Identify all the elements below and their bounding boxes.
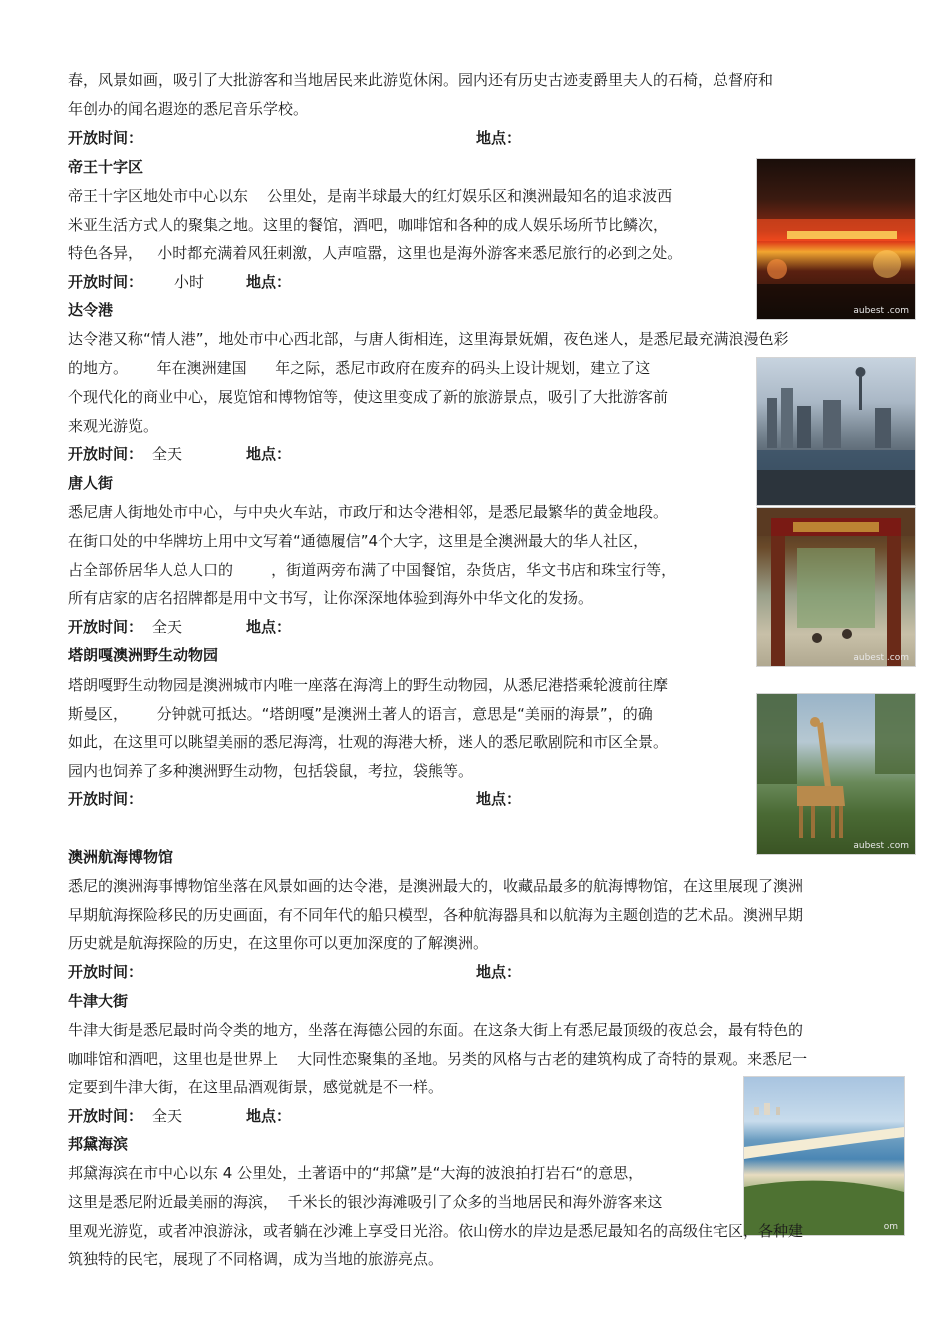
oxford-street-text-3: 定要到牛津大街，在这里品酒观街景，感觉就是不一样。 [68,1078,444,1096]
location-label: 地点： [476,963,522,981]
darling-harbour-text-1: 达令港又称“情人港”，地处市中心西北部，与唐人街相连，这里海景妩媚，夜色迷人，是悉尼最充满浪漫色彩 [68,330,789,348]
photo-watermark: aubest .com [853,306,909,316]
chinatown-text-1: 悉尼唐人街地处市中心，与中央火车站，市政厅和达令港相邻，是悉尼最繁华的黄金地段。 [68,503,669,521]
location-label: 地点： [246,445,292,463]
chinatown-text-2: 在街口处的中华牌坊上用中文写着“通德履信”4个大字，这里是全澳洲最大的华人社区， [68,532,649,550]
hours-label: 开放时间： [68,445,144,463]
section-title-darling-harbour: 达令港 [68,301,114,319]
photo-watermark: aubest .com [853,653,909,663]
section-title-maritime-museum: 澳洲航海博物馆 [68,848,174,866]
location-label: 地点： [476,129,522,147]
hours-label: 开放时间： [68,963,144,981]
hours-label: 开放时间： [68,618,144,636]
hours-value: 全天 [152,618,183,636]
section-title-oxford-street: 牛津大街 [68,992,129,1010]
taronga-zoo-text-4: 园内也饲养了多种澳洲野生动物，包括袋鼠，考拉，袋熊等。 [68,762,474,780]
chinatown-text-4: 所有店家的店名招牌都是用中文书写，让你深深地体验到海外中华文化的发扬。 [68,589,594,607]
darling-harbour-text-3: 个现代化的商业中心，展览馆和博物馆等，使这里变成了新的旅游景点，吸引了大批游客前 [68,388,669,406]
hours-label: 开放时间： [68,790,144,808]
bondi-beach-photo [743,1076,905,1236]
kings-cross-text-2: 米亚生活方式人的聚集之地。这里的餐馆，酒吧，咖啡馆和各种的成人娱乐场所节比鳞次， [68,216,669,234]
oxford-street-text-2: 咖啡馆和酒吧，这里也是世界上 大同性恋聚集的圣地。另类的风格与古老的建筑构成了奇特的景观。来悉尼一 [68,1050,808,1068]
intro-line-2: 年创办的闻名遐迩的悉尼音乐学校。 [68,100,309,118]
location-label: 地点： [246,1107,292,1125]
photo-watermark: om [883,1222,898,1232]
oxford-street-text-1: 牛津大街是悉尼最时尚令类的地方，坐落在海德公园的东面。在这条大街上有悉尼最顶级的夜总会，最有特色的 [68,1021,804,1039]
taronga-zoo-text-1: 塔朗嘎野生动物园是澳洲城市内唯一座落在海湾上的野生动物园，从悉尼港搭乘轮渡前往摩 [68,676,669,694]
maritime-museum-text-3: 历史就是航海探险的历史，在这里你可以更加深度的了解澳洲。 [68,934,489,952]
darling-harbour-city-photo [756,357,916,506]
location-label: 地点： [246,618,292,636]
darling-harbour-text-2: 的地方。 年在澳洲建国 年之际，悉尼市政府在废弃的码头上设计规划，建立了这 [68,359,651,377]
maritime-museum-text-2: 早期航海探险移民的历史画面，有不同年代的船只模型，各种航海器具和以航海为主题创造的艺术品。澳洲早期 [68,906,804,924]
section-title-taronga-zoo: 塔朗嘎澳洲野生动物园 [68,646,219,664]
hours-value: 小时 [174,273,205,291]
intro-line-1: 春，风景如画，吸引了大批游客和当地居民来此游览休闲。园内还有历史古迹麦爵里夫人的石椅，总督府和 [68,71,774,89]
chinatown-text-3: 占全部侨居华人总人口的 ，街道两旁布满了中国餐馆，杂货店，华文书店和珠宝行等， [68,561,677,579]
maritime-museum-text-1: 悉尼的澳洲海事博物馆坐落在风景如画的达令港，是澳洲最大的，收藏品最多的航海博物馆，在这里展现了澳洲 [68,877,804,895]
hours-label: 开放时间： [68,129,144,147]
taronga-zoo-text-3: 如此，在这里可以眺望美丽的悉尼海湾，壮观的海港大桥，迷人的悉尼歌剧院和市区全景。 [68,733,669,751]
darling-harbour-text-4: 来观光游览。 [68,417,159,435]
hours-label: 开放时间： [68,1107,144,1125]
bondi-beach-text-1: 邦黛海滨在市中心以东 4 公里处，土著语中的“邦黛”是“大海的波浪拍打岩石“的意思， [68,1164,644,1182]
hours-value: 全天 [152,1107,183,1125]
hours-value: 全天 [152,445,183,463]
section-title-bondi-beach: 邦黛海滨 [68,1135,129,1153]
kings-cross-text-1: 帝王十字区地处市中心以东 公里处，是南半球最大的红灯娱乐区和澳洲最知名的追求波西 [68,187,673,205]
hours-label: 开放时间： [68,273,144,291]
taronga-zoo-text-2: 斯曼区， 分钟就可抵达。“塔朗嘎”是澳洲土著人的语言，意思是“美丽的海景”，的确 [68,705,653,723]
kings-cross-text-3: 特色各异， 小时都充满着风狂刺激，人声喧嚣，这里也是海外游客来悉尼旅行的必到之处。 [68,244,683,262]
kings-cross-night-photo [756,158,916,320]
bondi-beach-text-3: 里观光游览，或者冲浪游泳，或者躺在沙滩上享受日光浴。依山傍水的岸边是悉尼最知名的高级住宅区，各种建 [68,1222,804,1240]
section-title-kings-cross: 帝王十字区 [68,158,144,176]
bondi-beach-text-2: 这里是悉尼附近最美丽的海滨， 千米长的银沙海滩吸引了众多的当地居民和海外游客来这 [68,1193,663,1211]
chinatown-gate-photo [756,507,916,667]
giraffe-photo [756,693,916,855]
section-title-chinatown: 唐人街 [68,474,114,492]
location-label: 地点： [246,273,292,291]
photo-watermark: aubest .com [853,841,909,851]
bondi-beach-text-4: 筑独特的民宅，展现了不同格调，成为当地的旅游亮点。 [68,1250,444,1268]
location-label: 地点： [476,790,522,808]
